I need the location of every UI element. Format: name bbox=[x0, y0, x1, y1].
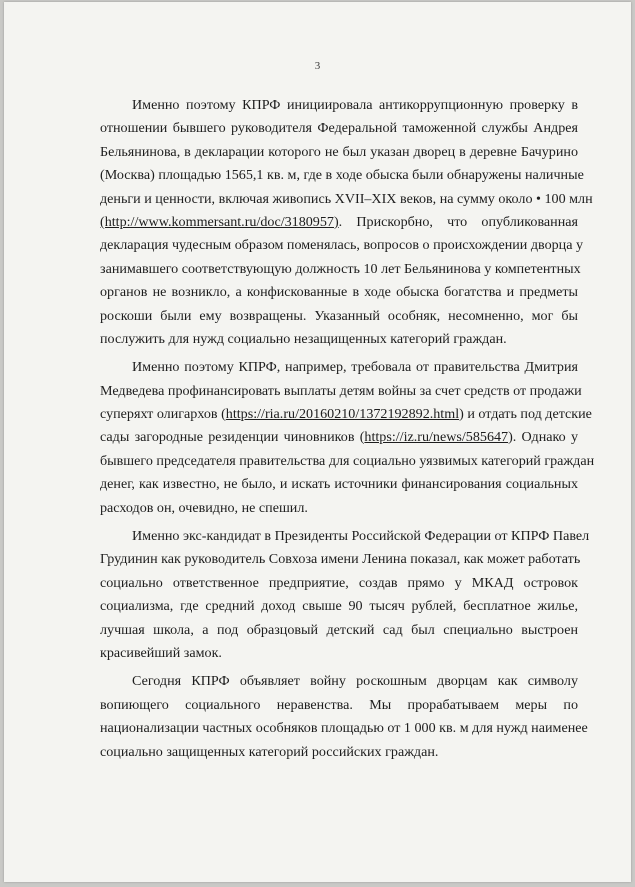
text-line: занимавшего соответствующую должность 10 лет Бельянинова у компетентных bbox=[100, 260, 581, 277]
text-line: бывшего председателя правительства для социально уязвимых категорий граждан bbox=[100, 452, 595, 469]
text-line: социально защищенных категорий российских граждан. bbox=[100, 743, 439, 760]
line-text-before: сады загородные резиденции чиновников ( bbox=[100, 429, 365, 446]
text-line: (Москва) площадью 1565,1 кв. м, где в ходе обыска были обнаружены наличные bbox=[100, 167, 584, 184]
text-line: красивейший замок. bbox=[100, 644, 222, 661]
line-text-after: ). Однако у bbox=[508, 429, 578, 446]
text-line: Грудинин как руководитель Совхоза имени Ленина показал, как может работать bbox=[100, 551, 581, 568]
kommersant-link[interactable]: (http://www.kommersant.ru/doc/3180957) bbox=[100, 213, 339, 230]
text-line: расходов он, очевидно, не спешил. bbox=[100, 499, 308, 516]
text-line: социализма, где средний доход свыше 90 тысяч рублей, бесплатное жилье, bbox=[100, 598, 578, 615]
line-text-after: ) и отдать под детские bbox=[459, 406, 592, 423]
text-line: Именно экс-кандидат в Президенты Российской Федерации от КПРФ Павел bbox=[132, 528, 590, 545]
page-number: 3 bbox=[314, 60, 321, 72]
text-line: органов не возникло, а конфискованные в ходе обыска богатства и предметы bbox=[100, 284, 578, 301]
text-line: национализации частных особняков площадью от 1 000 кв. м для нужд наименее bbox=[100, 720, 588, 737]
text-line: социально ответственное предприятие, создав прямо у МКАД островок bbox=[100, 574, 578, 591]
text-line: деньги и ценности, включая живопись XVII–XIX веков, на сумму около • 100 млн bbox=[100, 190, 593, 207]
text-line-with-link bbox=[100, 211, 578, 234]
text-line: Именно поэтому КПРФ инициировала антикоррупционную проверку в bbox=[132, 97, 578, 113]
text-line: роскоши были ему возвращены. Указанный особняк, несомненно, мог бы bbox=[100, 307, 578, 324]
text-line: Сегодня КПРФ объявляет войну роскошным дворцам как символу bbox=[132, 673, 578, 690]
text-line: вопиющего социального неравенства. Мы прорабатываем меры по bbox=[100, 696, 578, 713]
paragraph-2 bbox=[100, 356, 595, 520]
document-body bbox=[100, 94, 595, 769]
line-text-before: суперяхт олигархов ( bbox=[100, 406, 226, 423]
ria-link[interactable]: https://ria.ru/20160210/1372192892.html bbox=[225, 406, 460, 423]
text-line-with-link bbox=[100, 403, 592, 426]
text-line: декларация чудесным образом поменялась, вопросов о происхождении дворца у bbox=[100, 237, 584, 254]
text-line: лучшая школа, а под образцовый детский сад был специально выстроен bbox=[100, 621, 578, 638]
line-text-after: . Прискорбно, что опубликованная bbox=[338, 213, 578, 230]
paragraph-1 bbox=[100, 94, 593, 351]
document-page bbox=[4, 2, 631, 882]
text-line: денег, как известно, не было, и искать источники финансирования социальных bbox=[100, 476, 578, 493]
text-line: послужить для нужд социально незащищенных категорий граждан. bbox=[100, 330, 507, 347]
paragraph-4 bbox=[100, 670, 588, 764]
text-line: отношении бывшего руководителя Федеральной таможенной службы Андрея bbox=[100, 120, 578, 137]
text-line-with-link bbox=[100, 426, 578, 449]
text-line: Бельянинова, в декларации которого не был указан дворец в деревне Бачурино bbox=[100, 143, 578, 160]
text-line: Именно поэтому КПРФ, например, требовала от правительства Дмитрия bbox=[132, 359, 578, 376]
iz-link[interactable]: https://iz.ru/news/585647 bbox=[364, 429, 509, 446]
text-line: Медведева профинансировать выплаты детям войны за счет средств от продажи bbox=[100, 382, 582, 399]
paragraph-3 bbox=[100, 525, 590, 665]
